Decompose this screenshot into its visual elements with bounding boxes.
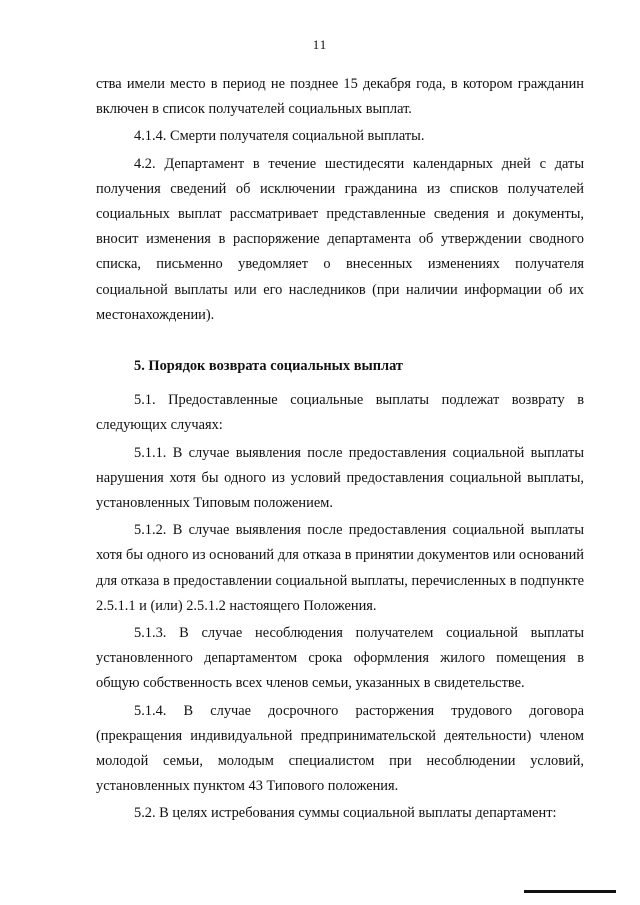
- paragraph-5-1-2: 5.1.2. В случае выявления после предоставления социальной выплаты хотя бы одного из оснований для отказа в принятии документов или оснований для отказа в предоставлении социальной выплаты, перечисленных в подпункте 2.5.1.1 и (или) 2.5.1.2 настоящего Положения.: [96, 522, 584, 614]
- paragraph-4-2: 4.2. Департамент в течение шестидесяти календарных дней с даты получения сведений об исключении гражданина из списков получателей социальных выплат рассматривает представленные сведения и документы, вносит изменения в распоряжение департамента об утверждении сводного списка, письменно уведомляет о внесенных изменениях получателя социальной выплаты или его наследников (при наличии информации об их местонахождении).: [96, 155, 584, 323]
- paragraph-5-1: 5.1. Предоставленные социальные выплаты подлежат возврату в следующих случаях:: [96, 392, 584, 434]
- page-number: 11: [312, 37, 328, 52]
- paragraph-4-1-4: 4.1.4. Смерти получателя социальной выплаты.: [134, 128, 425, 145]
- paragraph-5-2: 5.2. В целях истребования суммы социальной выплаты департамент:: [134, 805, 557, 822]
- document-body: [96, 72, 584, 827]
- paragraph-continuation: ства имели место в период не позднее 15 декабря года, в котором гражданин включен в список получателей социальных выплат.: [96, 76, 584, 118]
- paragraph-5-1-3: 5.1.3. В случае несоблюдения получателем социальной выплаты установленного департаментом срока оформления жилого помещения в общую собственность всех членов семьи, указанных в свидетельстве.: [96, 625, 584, 692]
- paragraph-5-1-1: 5.1.1. В случае выявления после предоставления социальной выплаты нарушения хотя бы одного из условий предоставления социальной выплаты, установленных Типовым положением.: [96, 444, 584, 512]
- paragraph-5-1-4: 5.1.4. В случае досрочного расторжения трудового договора (прекращения индивидуальной предпринимательской деятельности) членом молодой семьи, молодым специалистом при несоблюдении условий, установленных пунктом 43 Типового положения.: [96, 702, 584, 795]
- section-heading-5: 5. Порядок возврата социальных выплат: [134, 358, 403, 375]
- footer-rule: [524, 890, 616, 893]
